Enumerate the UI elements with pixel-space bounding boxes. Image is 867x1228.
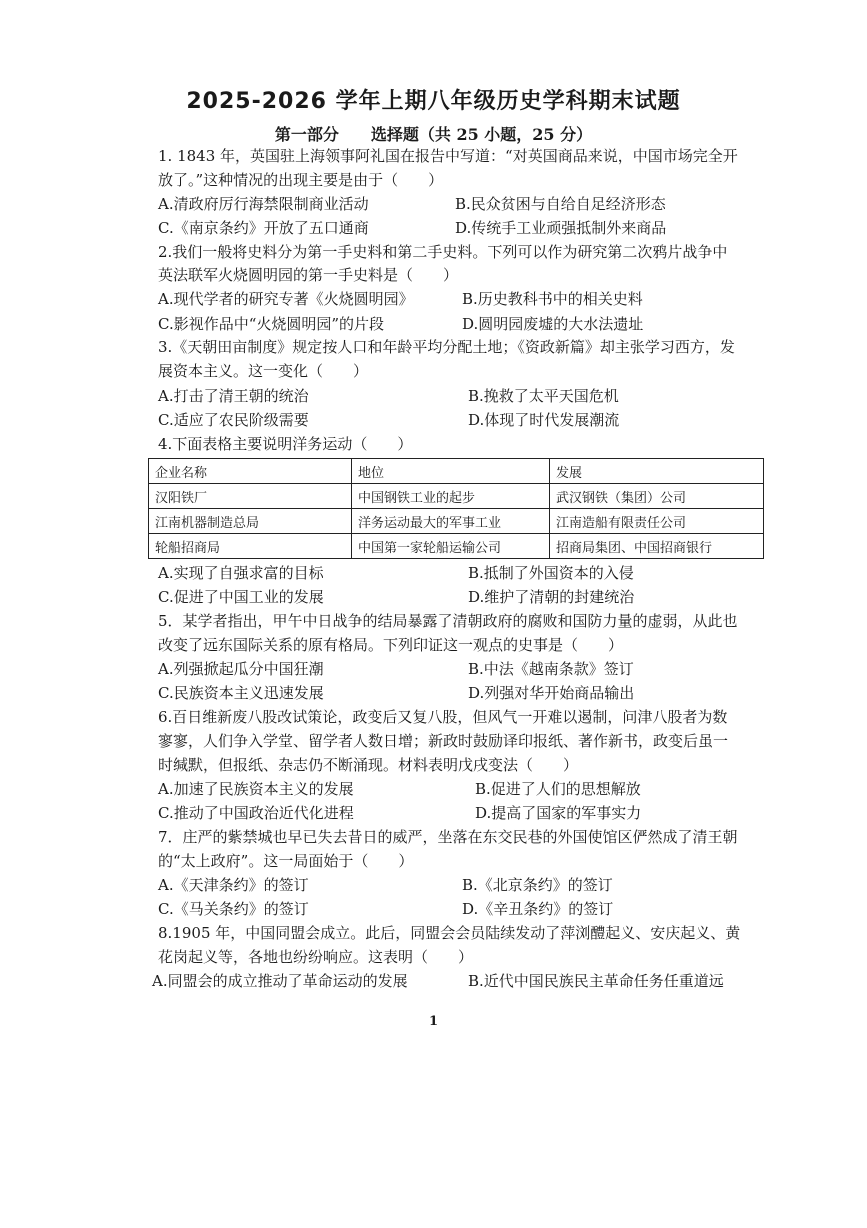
q7-option-b: B.《北京条约》的签订: [462, 876, 613, 894]
q1-option-b: B.民众贫困与自给自足经济形态: [455, 195, 666, 213]
q8-option-b: B.近代中国民族民主革命任务任重道远: [468, 972, 724, 990]
table-cell: 轮船招商局: [149, 534, 352, 559]
enterprise-table: [148, 458, 764, 559]
q5-stem-line-2: 改变了远东国际关系的原有格局。下列印证这一观点的史事是（ ）: [158, 636, 624, 654]
table-header-row: [149, 459, 764, 484]
q3-option-c: C.适应了农民阶级需要: [158, 411, 309, 429]
table-cell: 中国第一家轮船运输公司: [352, 534, 550, 559]
table-row: [149, 534, 764, 559]
q5-option-b: B.中法《越南条款》签订: [468, 660, 634, 678]
q5-option-c: C.民族资本主义迅速发展: [158, 684, 324, 702]
q5-stem-line-1: 5．某学者指出，甲午中日战争的结局暴露了清朝政府的腐败和国防力量的虚弱，从此也: [158, 612, 738, 630]
q5-option-a: A.列强掀起瓜分中国狂潮: [158, 660, 324, 678]
q7-stem-line-2: 的“太上政府”。这一局面始于（ ）: [158, 852, 414, 870]
table-cell: 江南机器制造总局: [149, 509, 352, 534]
q1-stem-line-1: 1. 1843 年，英国驻上海领事阿礼国在报告中写道：“对英国商品来说，中国市场完全开: [158, 147, 738, 165]
q6-option-a: A.加速了民族资本主义的发展: [158, 780, 354, 798]
q2-option-d: D.圆明园废墟的大水法遗址: [462, 315, 644, 333]
q4-option-b: B.抵制了外国资本的入侵: [468, 564, 634, 582]
q6-stem-line-2: 寥寥，人们争入学堂、留学者人数日增；新政时鼓励译印报纸、著作新书，政变后虽一: [158, 732, 729, 750]
table-header-cell: 地位: [352, 459, 550, 484]
q7-option-c: C.《马关条约》的签订: [158, 900, 309, 918]
q1-stem-line-2: 放了。”这种情况的出现主要是由于（ ）: [158, 171, 444, 189]
table-cell: 洋务运动最大的军事工业: [352, 509, 550, 534]
table-cell: 汉阳铁厂: [149, 484, 352, 509]
q5-option-d: D.列强对华开始商品输出: [468, 684, 635, 702]
q4-stem-line-1: 4.下面表格主要说明洋务运动（ ）: [158, 435, 413, 453]
table-row: [149, 509, 764, 534]
q6-stem-line-1: 6.百日维新废八股改试策论，政变后又复八股，但风气一开难以遏制，问津八股者为数: [158, 708, 728, 726]
q8-option-a: A.同盟会的成立推动了革命运动的发展: [152, 972, 408, 990]
q2-option-a: A.现代学者的研究专著《火烧圆明园》: [158, 290, 414, 308]
q4-option-d: D.维护了清朝的封建统治: [468, 588, 635, 606]
q2-option-c: C.影视作品中“火烧圆明园”的片段: [158, 315, 385, 333]
q7-option-d: D.《辛丑条约》的签订: [462, 900, 614, 918]
q6-stem-line-3: 时缄默，但报纸、杂志仍不断涌现。材料表明戊戌变法（ ）: [158, 756, 579, 774]
q1-option-c: C.《南京条约》开放了五口通商: [158, 219, 369, 237]
page-number: 1: [428, 1014, 439, 1029]
q6-option-b: B.促进了人们的思想解放: [475, 780, 641, 798]
q4-option-c: C.促进了中国工业的发展: [158, 588, 324, 606]
q3-option-a: A.打击了清王朝的统治: [158, 387, 309, 405]
q3-stem-line-2: 展资本主义。这一变化（ ）: [158, 362, 369, 380]
table-cell: 江南造船有限责任公司: [550, 509, 764, 534]
q3-option-b: B.挽救了太平天国危机: [468, 387, 619, 405]
table-header-cell: 企业名称: [149, 459, 352, 484]
table-cell: 中国钢铁工业的起步: [352, 484, 550, 509]
table-header-cell: 发展: [550, 459, 764, 484]
q1-option-a: A.清政府厉行海禁限制商业活动: [158, 195, 369, 213]
q2-stem-line-1: 2.我们一般将史料分为第一手史料和第二手史料。下列可以作为研究第二次鸦片战争中: [158, 243, 728, 261]
table-row: [149, 484, 764, 509]
q3-option-d: D.体现了时代发展潮流: [468, 411, 620, 429]
q2-option-b: B.历史教科书中的相关史料: [462, 290, 643, 308]
q2-stem-line-2: 英法联军火烧圆明园的第一手史料是（ ）: [158, 266, 459, 284]
table-cell: 武汉钢铁（集团）公司: [550, 484, 764, 509]
q6-option-d: D.提高了国家的军事实力: [475, 804, 642, 822]
exam-title: 2025-2026 学年上期八年级历史学科期末试题: [186, 89, 681, 114]
q8-stem-line-1: 8.1905 年，中国同盟会成立。此后，同盟会会员陆续发动了萍浏醴起义、安庆起义、黄: [158, 924, 741, 942]
table-cell: 招商局集团、中国招商银行: [550, 534, 764, 559]
q3-stem-line-1: 3.《天朝田亩制度》规定按人口和年龄平均分配土地；《资政新篇》却主张学习西方，发: [158, 338, 735, 356]
section-heading: 第一部分 选择题（共 25 小题，25 分）: [274, 125, 593, 144]
q4-option-a: A.实现了自强求富的目标: [158, 564, 324, 582]
q8-stem-line-2: 花岗起义等，各地也纷纷响应。这表明（ ）: [158, 948, 474, 966]
q7-stem-line-1: 7．庄严的紫禁城也早已失去昔日的威严，坐落在东交民巷的外国使馆区俨然成了清王朝: [158, 828, 738, 846]
q7-option-a: A.《天津条约》的签订: [158, 876, 309, 894]
q6-option-c: C.推动了中国政治近代化进程: [158, 804, 354, 822]
q1-option-d: D.传统手工业顽强抵制外来商品: [455, 219, 667, 237]
